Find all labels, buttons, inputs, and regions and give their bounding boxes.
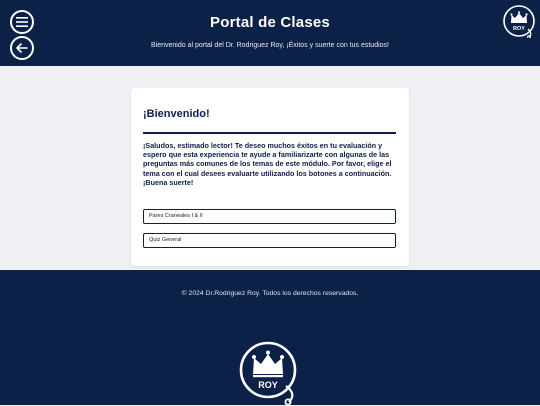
welcome-card xyxy=(131,88,409,266)
card-divider xyxy=(143,132,396,134)
topic-button-quiz-general[interactable]: Quiz General xyxy=(143,233,396,248)
roy-logo[interactable] xyxy=(502,4,536,38)
roy-logo-large xyxy=(237,336,303,406)
logo-large-text: ROY xyxy=(258,380,278,390)
copyright-text: © 2024 Dr.Rodriguez Roy. Todos los derechos reservados. xyxy=(181,290,359,297)
page-title: Portal de Clases xyxy=(210,14,330,31)
card-title: ¡Bienvenido! xyxy=(143,108,210,120)
site-footer xyxy=(0,270,540,405)
card-message: ¡Saludos, estimado lector! Te deseo muchos éxitos en tu evaluación y espero que esta experiencia te ayude a familiarizarte con algunas de las preguntas más comunes de los temas de este módulo. Por favor, elige el tema con el cual desees evaluarte utilizando los botones a continuación. ¡Buena suerte! xyxy=(143,141,392,187)
logo-text: ROY xyxy=(513,26,525,32)
site-header xyxy=(0,0,540,66)
topic-button-pares-craneales[interactable]: Pares Craneales I & II xyxy=(143,209,396,224)
page-subtitle: Bienvenido al portal del Dr. Rodriguez Roy, ¡Éxitos y suerte con tus estudios! xyxy=(151,42,389,49)
